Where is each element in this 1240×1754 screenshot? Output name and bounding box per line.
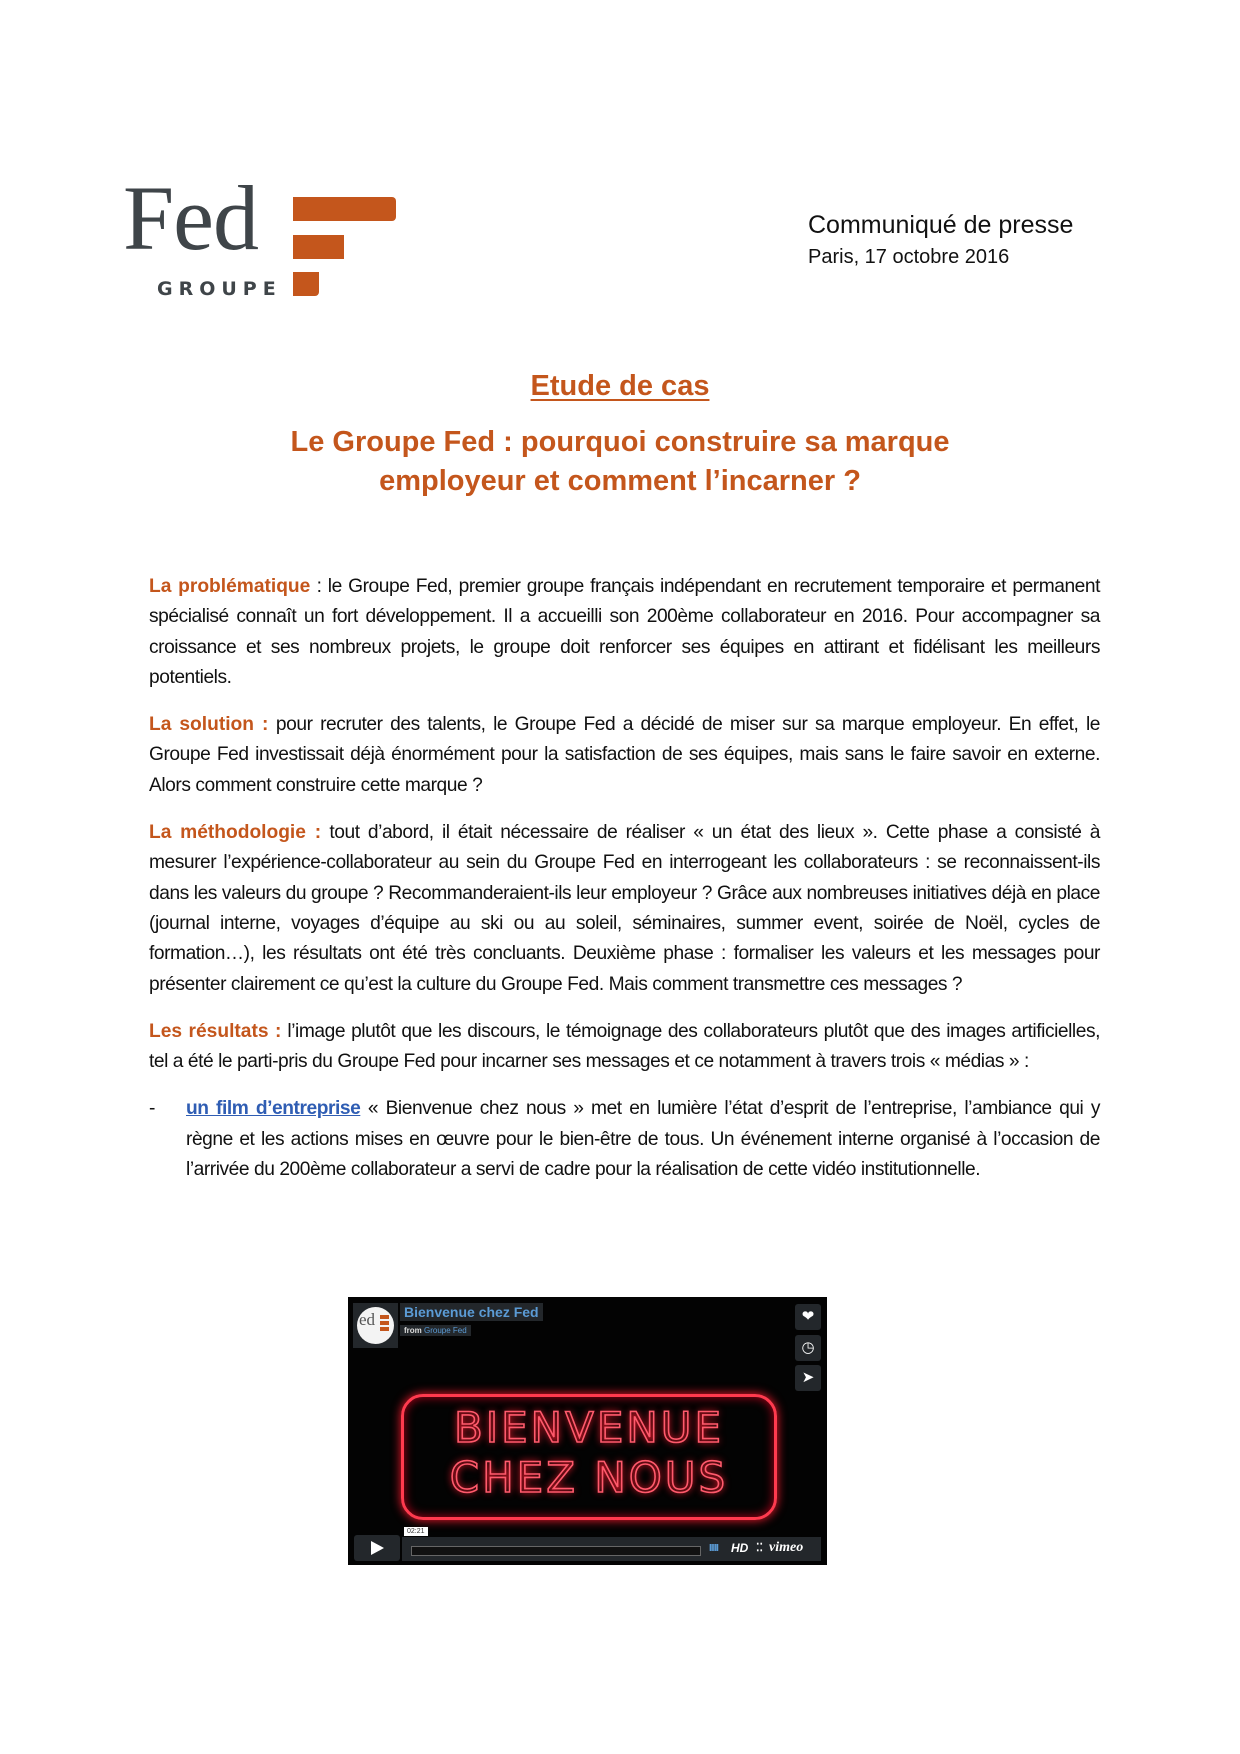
section-lead: Les résultats :	[149, 1020, 282, 1042]
from-label: from	[404, 1326, 422, 1335]
control-bar	[402, 1537, 821, 1561]
neon-sign-thumbnail	[401, 1394, 777, 1520]
section-lead: La problématique	[149, 576, 311, 597]
play-button[interactable]	[354, 1535, 400, 1561]
film-link[interactable]: un film d’entreprise	[186, 1098, 361, 1120]
fullscreen-icon[interactable]: ⁚⁚	[756, 1542, 763, 1554]
play-icon	[371, 1541, 384, 1555]
section-methodologie	[149, 818, 1100, 1000]
channel-avatar[interactable]: ed	[353, 1303, 398, 1348]
page-title	[0, 423, 1240, 501]
logo-subtitle: GROUPE	[157, 278, 282, 300]
title-line-1: Le Groupe Fed : pourquoi construire sa marque	[290, 426, 950, 458]
video-player[interactable]	[348, 1297, 827, 1565]
section-solution	[149, 710, 1100, 801]
section-resultats	[149, 1017, 1100, 1078]
hd-toggle[interactable]: HD	[731, 1541, 749, 1555]
press-date: Paris, 17 octobre 2016	[808, 246, 1010, 268]
clock-icon: ◷	[801, 1339, 815, 1356]
groupe-fed-logo	[123, 167, 403, 302]
neon-line-2: CHEZ NOUS	[449, 1453, 729, 1502]
video-duration: 02:21	[404, 1527, 428, 1536]
watch-later-button[interactable]	[795, 1335, 821, 1361]
section-lead: La solution :	[149, 714, 269, 736]
section-text: : le Groupe Fed, premier groupe français indépendant en recrutement temporaire et permanent spécialisé connaît un fort développement. Il a accueilli son 200ème collaborateur en 2016. Pour accompagner sa croissance et ses nombreux projets, le groupe doit renforcer ses équipes en attirant et fidélisant les meilleurs potentiels.	[149, 576, 1101, 688]
bullet-text: « Bienvenue chez nous » met en lumière l’état d’esprit de l’entreprise, l’ambiance qui y règne et les actions mises en œuvre pour le bien-être de tous. Un événement interne organisé à l’occasion de l’arrivée du 200ème collaborateur a servi de cadre pour la réalisation de cette vidéo institutionnelle.	[186, 1098, 1101, 1181]
title-line-2: employeur et comment l’incarner ?	[379, 465, 861, 497]
logo-wordmark: Fed	[123, 167, 258, 269]
video-title[interactable]: Bienvenue chez Fed	[400, 1303, 543, 1321]
heart-icon: ❤	[801, 1308, 815, 1325]
share-button[interactable]	[795, 1365, 821, 1391]
section-problematique	[149, 572, 1100, 693]
like-button[interactable]	[795, 1304, 821, 1330]
video-byline	[400, 1325, 471, 1336]
press-header	[808, 210, 1073, 269]
bullet-dash: -	[149, 1098, 155, 1120]
vimeo-logo[interactable]: vimeo	[769, 1540, 804, 1555]
send-icon: ➤	[801, 1369, 815, 1386]
section-text: pour recruter des talents, le Groupe Fed a décidé de miser sur sa marque employeur. En effet, le Groupe Fed investissait déjà énormément pour la satisfaction de ses équipes, mais sans le faire savoir en externe. Alors comment construire cette marque ?	[149, 714, 1100, 796]
progress-scrubber[interactable]	[411, 1546, 701, 1556]
article-body	[149, 572, 1100, 1202]
volume-control[interactable]: IIIII	[709, 1543, 718, 1554]
section-text: tout d’abord, il était nécessaire de réaliser « un état des lieux ». Cette phase a consisté à mesurer l’expérience-collaborateur au sein du Groupe Fed en interrogeant les collaborateurs : se reconnaissent-ils dans les valeurs du groupe ? Recommanderaient-ils leur employeur ? Grâce aux nombreuses initiatives déjà en place (journal interne, voyages d’équipe au ski ou au soleil, séminaires, summer event, soirée de Noël, cycles de formation…), les résultats ont été très concluants. Deuxième phase : formaliser les valeurs et les messages pour présenter clairement ce qu’est la culture du Groupe Fed. Mais comment transmettre ces messages ?	[149, 822, 1100, 995]
neon-line-1: BIENVENUE	[453, 1403, 725, 1452]
list-item	[149, 1094, 1100, 1185]
case-study-label: Etude de cas	[530, 370, 710, 402]
section-text: l’image plutôt que les discours, le témoignage des collaborateurs plutôt que des images artificielles, tel a été le parti-pris du Groupe Fed pour incarner ses messages et ce notamment à travers trois « médias » :	[149, 1020, 1100, 1073]
channel-link[interactable]: Groupe Fed	[424, 1326, 467, 1335]
press-release-label: Communiqué de presse	[808, 211, 1074, 239]
section-lead: La méthodologie :	[149, 822, 322, 844]
